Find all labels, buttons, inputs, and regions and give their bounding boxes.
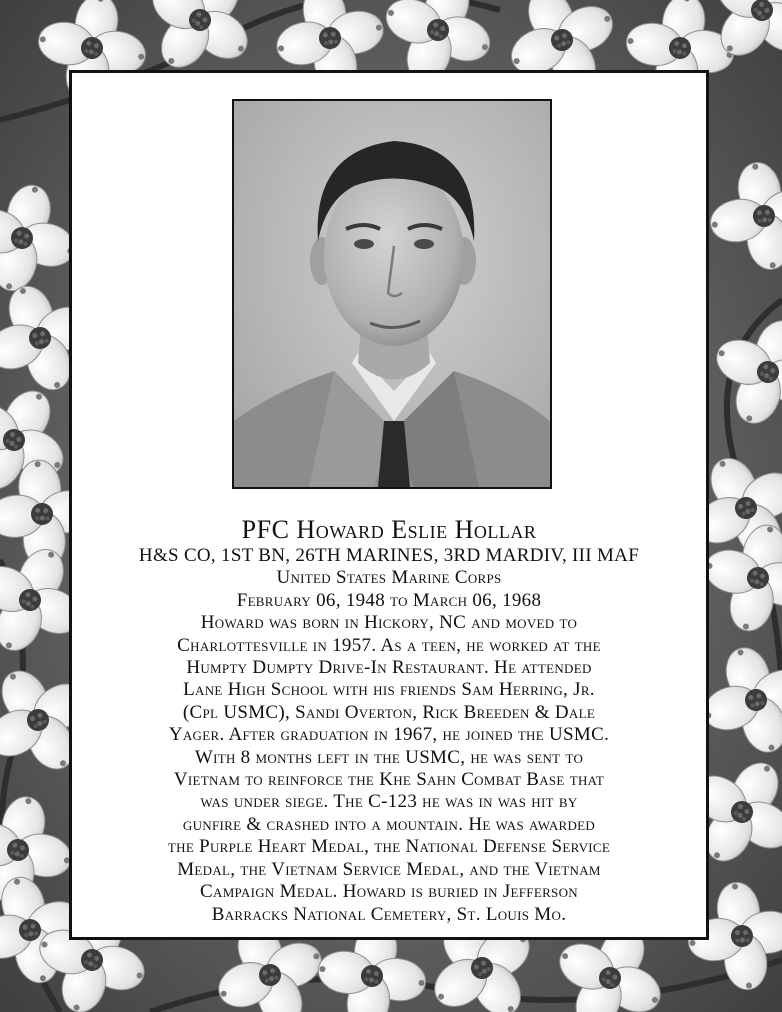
biography-line: Charlottesville in 1957. As a teen, he worked at the [177,634,601,656]
unit-line: H&S CO, 1ST BN, 26TH MARINES, 3RD MARDIV, III MAF [138,545,640,566]
biography [80,612,698,926]
biography-line: gunfire & crashed into a mountain. He was awarded [182,813,596,835]
biography-line: (Cpl USMC), Sandi Overton, Rick Breeden & Dale [182,701,596,723]
biography-line: Medal, the Vietnam Service Medal, and the Vietnam [177,858,601,880]
honoree-name: PFC Howard Eslie Hollar [241,515,537,544]
biography-line: With 8 months left in the USMC, he was sent to [194,746,584,768]
biography-line: Campaign Medal. Howard is buried in Jefferson [200,881,578,903]
biography-line: Humpty Dumpty Drive-In Restaurant. He attended [186,657,592,679]
memorial-card [69,70,709,940]
memorial-text [80,515,698,926]
portrait-image [234,101,550,487]
biography-line: Yager. After graduation in 1967, he joined the USMC. [168,724,610,746]
biography-line: was under siege. The C-123 he was in was hit by [200,791,578,813]
portrait-photo [232,99,552,489]
branch-line: United States Marine Corps [276,567,502,589]
biography-line: the Purple Heart Medal, the National Defense Service [167,836,611,858]
biography-line: Howard was born in Hickory, NC and moved to [200,612,578,634]
dates-line: February 06, 1948 to March 06, 1968 [236,589,542,611]
biography-line: Barracks National Cemetery, St. Louis Mo. [211,903,567,925]
biography-line: Vietnam to reinforce the Khe Sahn Combat Base that [173,769,605,791]
biography-line: Lane High School with his friends Sam Herring, Jr. [183,679,595,701]
